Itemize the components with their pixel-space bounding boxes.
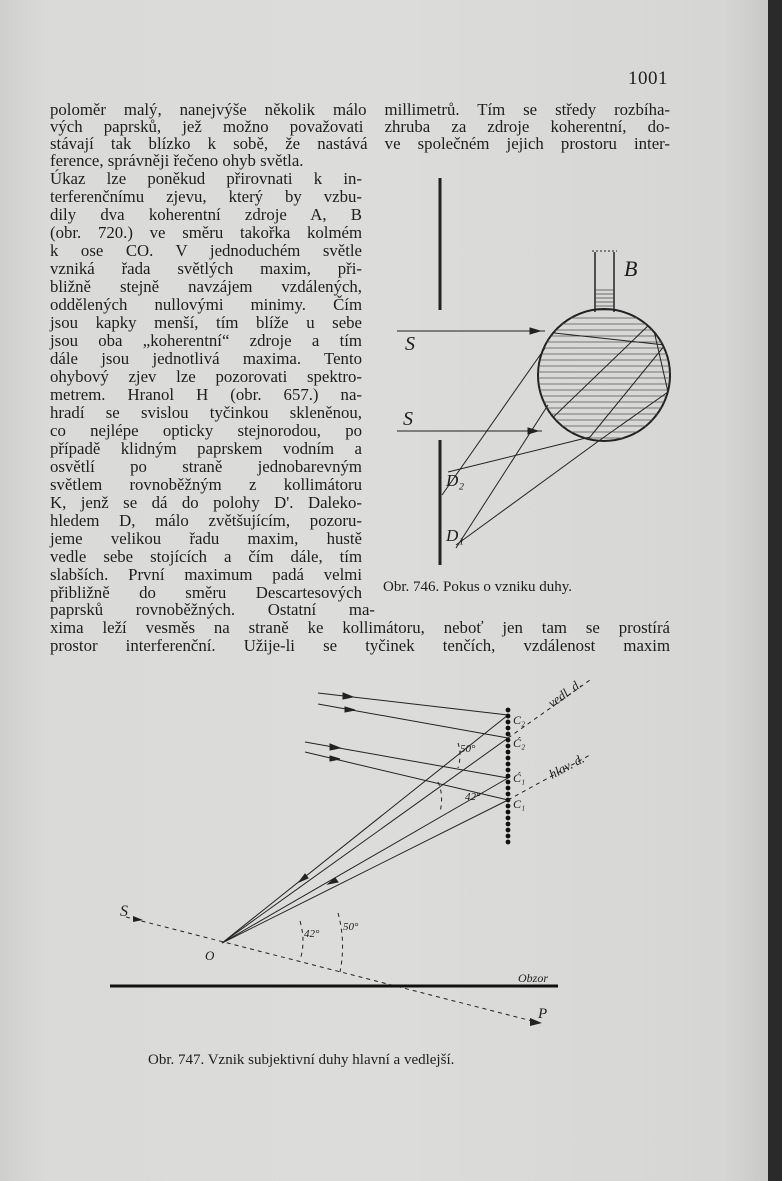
- label-c1b: Ć₁: [513, 771, 526, 785]
- text-line: vých paprsků, jež možno považovati zhruba za zdroje koherentní, do-: [50, 117, 670, 136]
- text-line: k ose CO. V jednoduchém světle: [50, 241, 362, 260]
- label-secondary-bow: vedl. d.: [544, 676, 585, 711]
- sun-rays: [305, 693, 508, 800]
- label-angle-50-top: 50°: [460, 743, 476, 755]
- label-sun-s: S: [120, 903, 128, 920]
- text-line: poloměr malý, nanejvýše několik málo millimetrů. Tím se středy rozbíha-: [50, 100, 670, 119]
- text-line: oddělených nullovými minimy. Čím: [50, 295, 362, 314]
- label-angle-42-bottom: 42°: [304, 928, 320, 940]
- text-line: bližně stejně navzájem vzdálených,: [50, 277, 362, 296]
- text-line: Úkaz lze poněkud přirovnati k in-: [50, 169, 362, 188]
- text-line: osvětlí po straně jednobarevným: [50, 457, 362, 476]
- label-c2b: Ć₂: [513, 736, 526, 750]
- label-d2: D₂: [446, 471, 465, 490]
- label-c2: C₂: [513, 713, 526, 727]
- text-line: dále jsou jednotlivá maxima. Tento: [50, 349, 362, 368]
- label-antisolar-p: P: [538, 1006, 548, 1022]
- text-line: terferenčnímu zjevu, který by vzbu-: [50, 187, 362, 206]
- text-line: vedle sebe stojících a čím dále, tím: [50, 547, 362, 566]
- text-line: K, jenž se dá do polohy D'. Daleko-: [50, 493, 362, 512]
- page-number: 1001: [628, 68, 668, 89]
- figure-747-caption: Obr. 747. Vznik subjektivní duhy hlavní a vedlejší.: [148, 1052, 455, 1068]
- text-line: jsou kapky menší, tím blíže u sebe: [50, 313, 362, 332]
- text-line: stávají tak blízko k sobě, že nastává ve společném jejich prostoru inter-: [50, 134, 670, 153]
- text-line: slabších. První maximum padá velmi: [50, 565, 362, 584]
- text-line: dily dva koherentní zdroje A, B: [50, 205, 362, 224]
- text-line: vzniká řada světlých maxim, při-: [50, 259, 362, 278]
- label-c1: C₁: [513, 797, 526, 811]
- text-line: prostor interferenční. Užije-li se tyčinek tenčích, vzdálenost maxim: [50, 636, 670, 655]
- text-line: xima leží vesměs na straně ke kollimátoru, neboť jen tam se prostírá: [50, 618, 670, 637]
- text-line: paprsků rovnoběžných. Ostatní ma-: [50, 600, 375, 619]
- text-line: co nejlépe opticky stejnorodou, po: [50, 421, 362, 440]
- label-flask-b: B: [624, 256, 638, 281]
- label-ray-s-upper: S: [405, 333, 415, 355]
- text-line: jsou oba „koherentní“ zdroje a tím: [50, 331, 362, 350]
- label-angle-50-bottom: 50°: [343, 921, 359, 933]
- raindrops-column: [506, 708, 511, 845]
- label-observer-o: O: [205, 948, 215, 963]
- label-primary-bow: hlav. d.: [546, 750, 587, 782]
- text-line: světlem rovnoběžným z kollimátoru: [50, 475, 362, 494]
- figure-746-caption: Obr. 746. Pokus o vzniku duhy.: [383, 579, 573, 595]
- text-line: metrem. Hranol H (obr. 657.) na-: [50, 385, 362, 404]
- text-line: ohybový zjev lze pozorovati spektro-: [50, 367, 362, 386]
- text-line: hledem D, málo zvětšujícím, pozoru-: [50, 511, 362, 530]
- text-line: případě klidným paprskem vodním a: [50, 439, 362, 458]
- text-line: jeme velikou řadu maxim, hustě: [50, 529, 362, 548]
- text-line: ference, správněji řečeno ohyb světla.: [50, 151, 304, 170]
- text-line: přibližně do směru Descartesových: [50, 583, 362, 602]
- label-d1: D₁: [446, 526, 465, 545]
- text-line: (obr. 720.) ve směru takořka kolmém: [50, 223, 362, 242]
- text-line: hradí se svislou tyčinkou skleněnou,: [50, 403, 362, 422]
- label-angle-42-top: 42°: [465, 791, 481, 803]
- label-ray-s-lower: S: [403, 408, 413, 430]
- label-horizon: Obzor: [518, 971, 549, 985]
